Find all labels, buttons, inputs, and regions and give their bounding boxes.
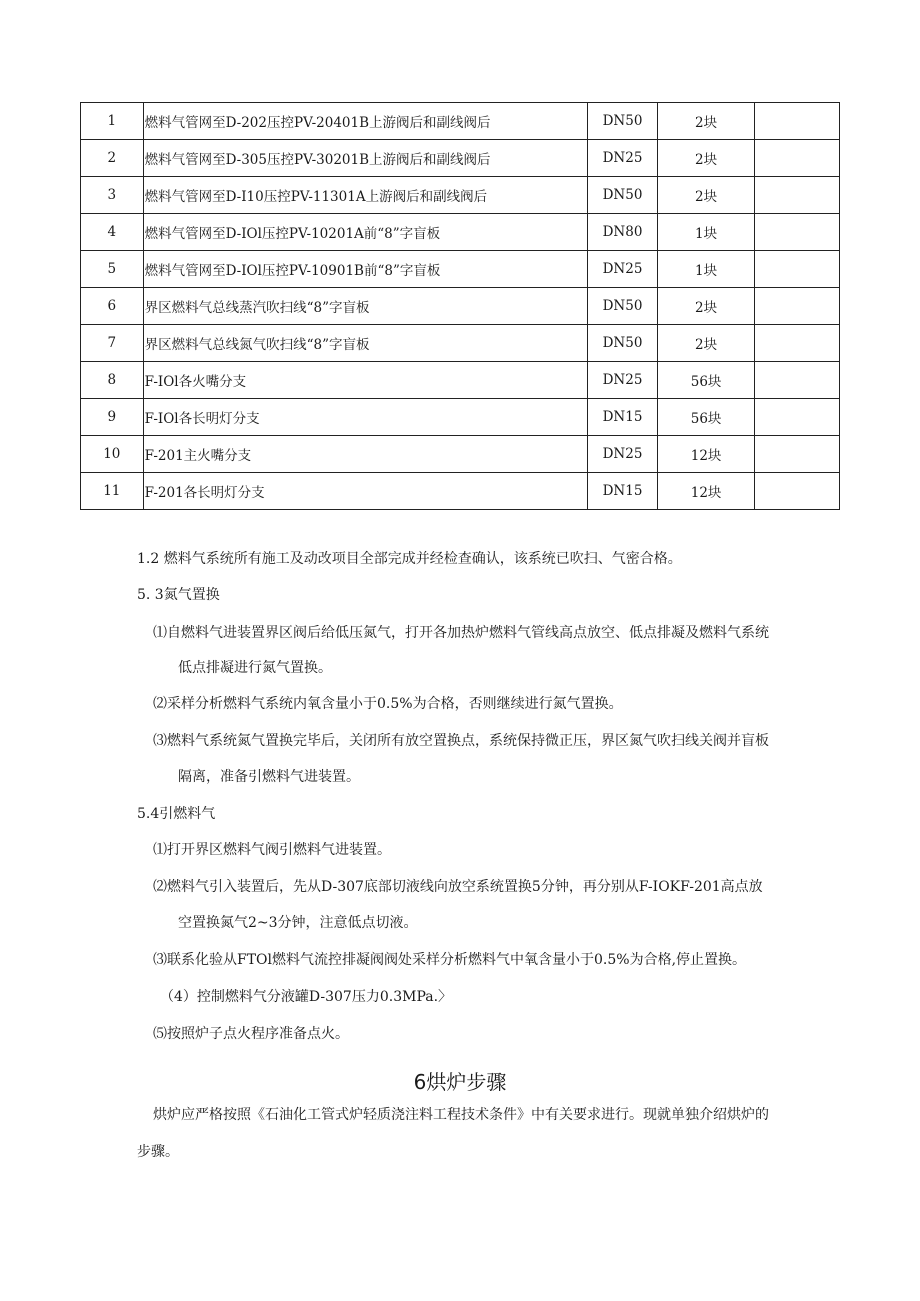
table-row — [81, 325, 840, 362]
row-quantity: 1块 — [658, 251, 754, 288]
row-remark — [754, 325, 839, 362]
row-size: DN50 — [587, 177, 658, 214]
table-row — [81, 288, 840, 325]
row-description: F-201主火嘴分支 — [143, 436, 587, 473]
row-size: DN15 — [587, 473, 658, 510]
row-quantity: 56块 — [658, 362, 754, 399]
row-quantity: 2块 — [658, 140, 754, 177]
table-row — [81, 140, 840, 177]
table-row — [81, 103, 840, 140]
row-description: F-IOl各长明灯分支 — [143, 399, 587, 436]
row-description: F-201各长明灯分支 — [143, 473, 587, 510]
table-row — [81, 214, 840, 251]
row-number: 7 — [81, 325, 144, 362]
row-size: DN80 — [587, 214, 658, 251]
row-description: 燃料气管网至D-202压控PV-20401B上游阀后和副线阀后 — [143, 103, 587, 140]
section-5-4-item-5: ⑸按照炉子点火程序准备点火。 — [153, 1026, 349, 1042]
row-number: 6 — [81, 288, 144, 325]
row-size: DN15 — [587, 399, 658, 436]
row-quantity: 2块 — [658, 103, 754, 140]
row-description: 燃料气管网至D-IOl压控PV-10901B前“8”字盲板 — [143, 251, 587, 288]
row-size: DN25 — [587, 436, 658, 473]
section-5-3-item-1-line-1: ⑴自燃料气进装置界区阀后给低压氮气，打开各加热炉燃料气管线高点放空、低点排凝及燃料气系统 — [153, 625, 769, 641]
section-6-paragraph-line-2: 步骤。 — [137, 1144, 179, 1160]
row-quantity: 56块 — [658, 399, 754, 436]
blind-plate-table-body — [81, 103, 840, 510]
section-5-4-item-1: ⑴打开界区燃料气阀引燃料气进装置。 — [153, 842, 391, 858]
section-5-3-item-3-line-1: ⑶燃料气系统氮气置换完毕后，关闭所有放空置换点，系统保持微正压，界区氮气吹扫线关阀并盲板 — [153, 733, 769, 749]
section-5-4-item-4: （4）控制燃料气分液罐D-307压力0.3MPa.〉 — [160, 989, 453, 1005]
row-remark — [754, 214, 839, 251]
row-remark — [754, 362, 839, 399]
row-size: DN50 — [587, 325, 658, 362]
row-number: 10 — [81, 436, 144, 473]
row-quantity: 12块 — [658, 436, 754, 473]
row-number: 3 — [81, 177, 144, 214]
section-5-4-item-2-line-2: 空置换氮气2~3分钟，注意低点切液。 — [178, 915, 418, 931]
row-remark — [754, 436, 839, 473]
section-5-4-item-3: ⑶联系化验从FTOl燃料气流控排凝阀阀处采样分析燃料气中氧含量小于0.5%为合格,停止置换。 — [153, 952, 747, 968]
table-row — [81, 177, 840, 214]
row-description: 燃料气管网至D-I10压控PV-11301A上游阀后和副线阀后 — [143, 177, 587, 214]
row-quantity: 2块 — [658, 177, 754, 214]
row-size: DN50 — [587, 288, 658, 325]
section-5-3-title: 5. 3氮气置换 — [137, 587, 220, 603]
row-remark — [754, 103, 839, 140]
row-size: DN25 — [587, 251, 658, 288]
row-quantity: 2块 — [658, 288, 754, 325]
row-description: 燃料气管网至D-305压控PV-30201B上游阀后和副线阀后 — [143, 140, 587, 177]
row-remark — [754, 288, 839, 325]
row-size: DN25 — [587, 140, 658, 177]
section-1-2-text: 1.2 燃料气系统所有施工及动改项目全部完成并经检查确认，该系统已吹扫、气密合格。 — [137, 551, 682, 567]
section-5-3-item-2: ⑵采样分析燃料气系统内氧含量小于0.5%为合格，否则继续进行氮气置换。 — [153, 696, 623, 712]
row-size: DN50 — [587, 103, 658, 140]
table-row — [81, 399, 840, 436]
section-5-3-item-3-line-2: 隔离，准备引燃料气进装置。 — [178, 769, 360, 785]
row-remark — [754, 251, 839, 288]
section-5-4-title: 5.4引燃料气 — [137, 806, 216, 822]
row-description: F-IOl各火嘴分支 — [143, 362, 587, 399]
table-row — [81, 436, 840, 473]
section-5-4-item-2-line-1: ⑵燃料气引入装置后，先从D-307底部切液线向放空系统置换5分钟，再分别从F-IOKF-201高点放 — [153, 879, 763, 895]
section-6-paragraph-line-1: 烘炉应严格按照《石油化工管式炉轻质浇注料工程技术条件》中有关要求进行。现就单独介绍烘炉的 — [153, 1107, 769, 1123]
row-description: 界区燃料气总线氮气吹扫线“8”字盲板 — [143, 325, 587, 362]
row-remark — [754, 177, 839, 214]
row-number: 9 — [81, 399, 144, 436]
row-number: 11 — [81, 473, 144, 510]
row-remark — [754, 399, 839, 436]
row-number: 2 — [81, 140, 144, 177]
row-number: 8 — [81, 362, 144, 399]
row-remark — [754, 140, 839, 177]
table-row — [81, 473, 840, 510]
row-quantity: 12块 — [658, 473, 754, 510]
row-number: 1 — [81, 103, 144, 140]
section-6-heading: 6烘炉步骤 — [413, 1070, 507, 1094]
row-size: DN25 — [587, 362, 658, 399]
row-number: 5 — [81, 251, 144, 288]
row-quantity: 1块 — [658, 214, 754, 251]
row-number: 4 — [81, 214, 144, 251]
section-5-3-item-1-line-2: 低点排凝进行氮气置换。 — [178, 660, 332, 676]
table-row — [81, 362, 840, 399]
row-description: 界区燃料气总线蒸汽吹扫线“8”字盲板 — [143, 288, 587, 325]
blind-plate-table — [80, 102, 840, 510]
table-row — [81, 251, 840, 288]
row-quantity: 2块 — [658, 325, 754, 362]
row-remark — [754, 473, 839, 510]
row-description: 燃料气管网至D-IOl压控PV-10201A前“8”字盲板 — [143, 214, 587, 251]
